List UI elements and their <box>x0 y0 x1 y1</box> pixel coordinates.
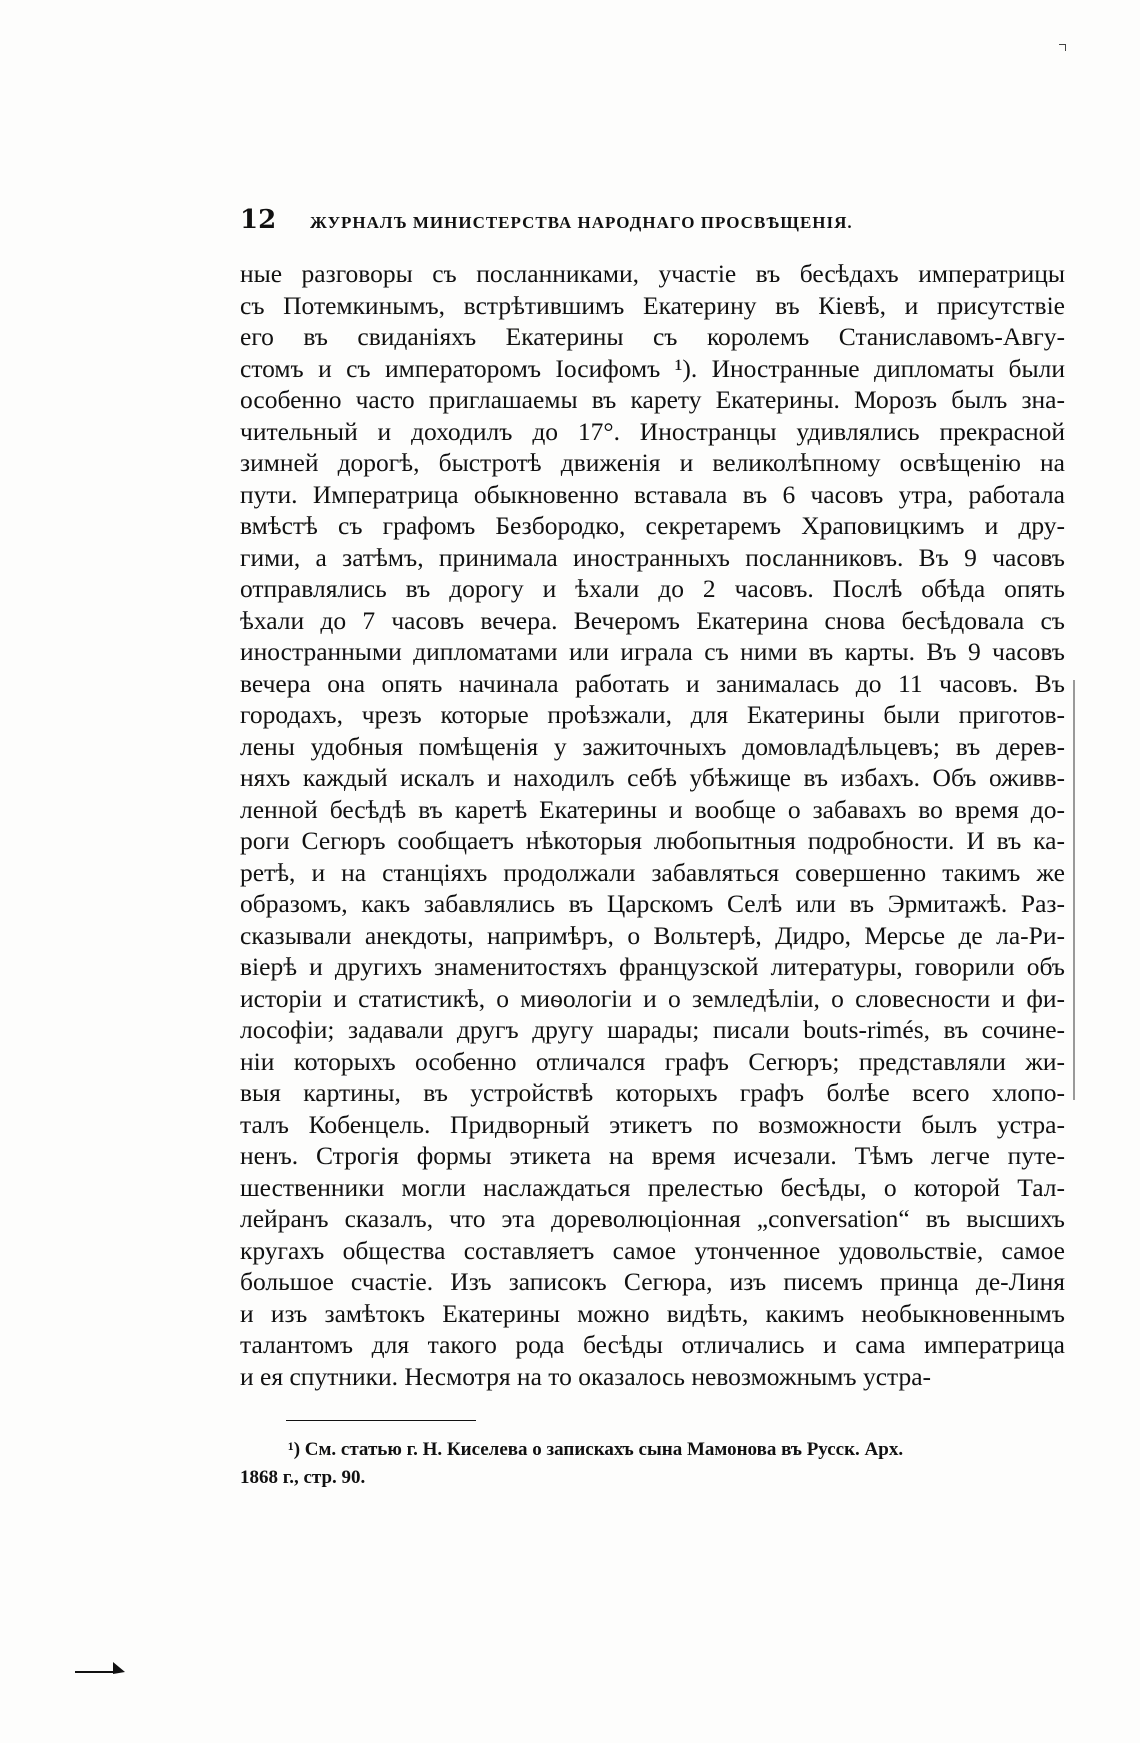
text-line: ненъ. Строгія формы этикета на время исчезали. Тѣмъ легче путе- <box>240 1141 1065 1170</box>
page-number: 12 <box>240 205 277 235</box>
body-text <box>240 258 1065 1392</box>
text-line: ные разговоры съ посланниками, участіе въ бесѣдахъ императрицы <box>240 259 1065 288</box>
page-turn-arrow-icon <box>75 1660 130 1676</box>
text-line: лейранъ сказалъ, что эта дореволюціонная „conversation“ въ высшихъ <box>240 1204 1065 1233</box>
page-header <box>240 205 960 235</box>
footnote-line: ¹) См. статью г. Н. Киселева о запискахъ сына Мамонова въ Русск. Арх. <box>288 1439 904 1460</box>
text-line: лософіи; задавали другъ другу шарады; писали bouts-rimés, въ сочине- <box>240 1015 1065 1044</box>
text-line: талъ Кобенцель. Придворный этикетъ по возможности былъ устра- <box>240 1109 1065 1139</box>
text-line: ретѣ, и на станціяхъ продолжали забавляться совершенно такимъ же <box>240 857 1065 887</box>
binding-line <box>1073 680 1075 1100</box>
text-line: вмѣстѣ съ графомъ Безбородко, секретаремъ Храповицкимъ и дру- <box>240 511 1065 540</box>
text-line: пути. Императрица обыкновенно вставала въ 6 часовъ утра, работала <box>240 479 1065 509</box>
footnote-rule <box>286 1420 476 1421</box>
text-line: исторіи и статистикѣ, о миѳологіи и о земледѣліи, о словесности и фи- <box>240 983 1065 1013</box>
text-line: сказывали анекдоты, напримѣръ, о Вольтерѣ, Дидро, Мерсье де ла-Ри- <box>240 920 1065 950</box>
text-line: вечера она опять начинала работать и занималась до 11 часовъ. Въ <box>240 668 1065 698</box>
text-line: иностранными дипломатами или играла съ ними въ карты. Въ 9 часовъ <box>240 637 1065 666</box>
text-line: городахъ, чрезъ которые проѣзжали, для Екатерины были приготов- <box>240 700 1065 729</box>
text-line: няхъ каждый искалъ и находилъ себѣ убѣжище въ избахъ. Объ оживв- <box>240 763 1065 792</box>
text-line: отправлялись въ дорогу и ѣхали до 2 часовъ. Послѣ обѣда опять <box>240 574 1065 603</box>
text-line: и ея спутники. Несмотря на то оказалось невозможнымъ устра- <box>240 1361 932 1391</box>
text-line: большое счастіе. Изъ записокъ Сегюра, изъ писемъ принца де-Линя <box>240 1267 1065 1296</box>
text-line: образомъ, какъ забавлялись въ Царскомъ Селѣ или въ Эрмитажѣ. Раз- <box>240 889 1065 918</box>
text-line: особенно часто приглашаемы въ карету Екатерины. Морозъ былъ зна- <box>240 385 1065 414</box>
text-line: ніи которыхъ особенно отличался графъ Сегюръ; представляли жи- <box>240 1046 1065 1076</box>
text-line: его въ свиданіяхъ Екатерины съ королемъ Станиславомъ-Авгу- <box>240 322 1065 351</box>
text-line: лены удобныя помѣщенія у зажиточныхъ домовладѣльцевъ; въ дерев- <box>240 731 1065 761</box>
text-line: шественники могли наслаждаться прелестью бесѣды, о которой Тал- <box>240 1172 1065 1202</box>
text-line: роги Сегюръ сообщаетъ нѣкоторыя любопытныя подробности. И въ ка- <box>240 826 1065 855</box>
footnote-line: 1868 г., стр. 90. <box>240 1467 366 1488</box>
text-line: выя картины, въ устройствѣ которыхъ графъ болѣе всего хлопо- <box>240 1078 1065 1107</box>
text-line: съ Потемкинымъ, встрѣтившимъ Екатерину въ Кіевѣ, и присутствіе <box>240 290 1065 320</box>
text-line: чительный и доходилъ до 17°. Иностранцы удивлялись прекрасной <box>240 416 1065 446</box>
text-line: кругахъ общества составляетъ самое утонченное удовольствіе, самое <box>240 1235 1065 1265</box>
footnotes <box>240 1436 1065 1492</box>
text-line: ленной бесѣдѣ въ каретѣ Екатерины и вообще о забавахъ во время до- <box>240 794 1065 824</box>
text-line: стомъ и съ императоромъ Іосифомъ ¹). Иностранные дипломаты были <box>240 353 1065 383</box>
text-line: и изъ замѣтокъ Екатерины можно видѣть, какимъ необыкновеннымъ <box>240 1298 1065 1328</box>
text-line: гими, а затѣмъ, принимала иностранныхъ посланниковъ. Въ 9 часовъ <box>240 542 1065 572</box>
text-line: віерѣ и другихъ знаменитостяхъ французской литературы, говорили объ <box>240 952 1065 981</box>
text-line: зимней дорогѣ, быстротѣ движенія и великолѣпному освѣщенію на <box>240 448 1065 477</box>
text-line: талантомъ для такого рода бесѣды отличались и сама императрица <box>240 1330 1065 1359</box>
running-title: ЖУРНАЛЪ МИНИСТЕРСТВА НАРОДНАГО ПРОСВѢЩЕНІЯ. <box>310 213 853 232</box>
text-line: ѣхали до 7 часовъ вечера. Вечеромъ Екатерина снова бесѣдовала съ <box>240 605 1065 635</box>
corner-mark <box>1059 44 1066 51</box>
